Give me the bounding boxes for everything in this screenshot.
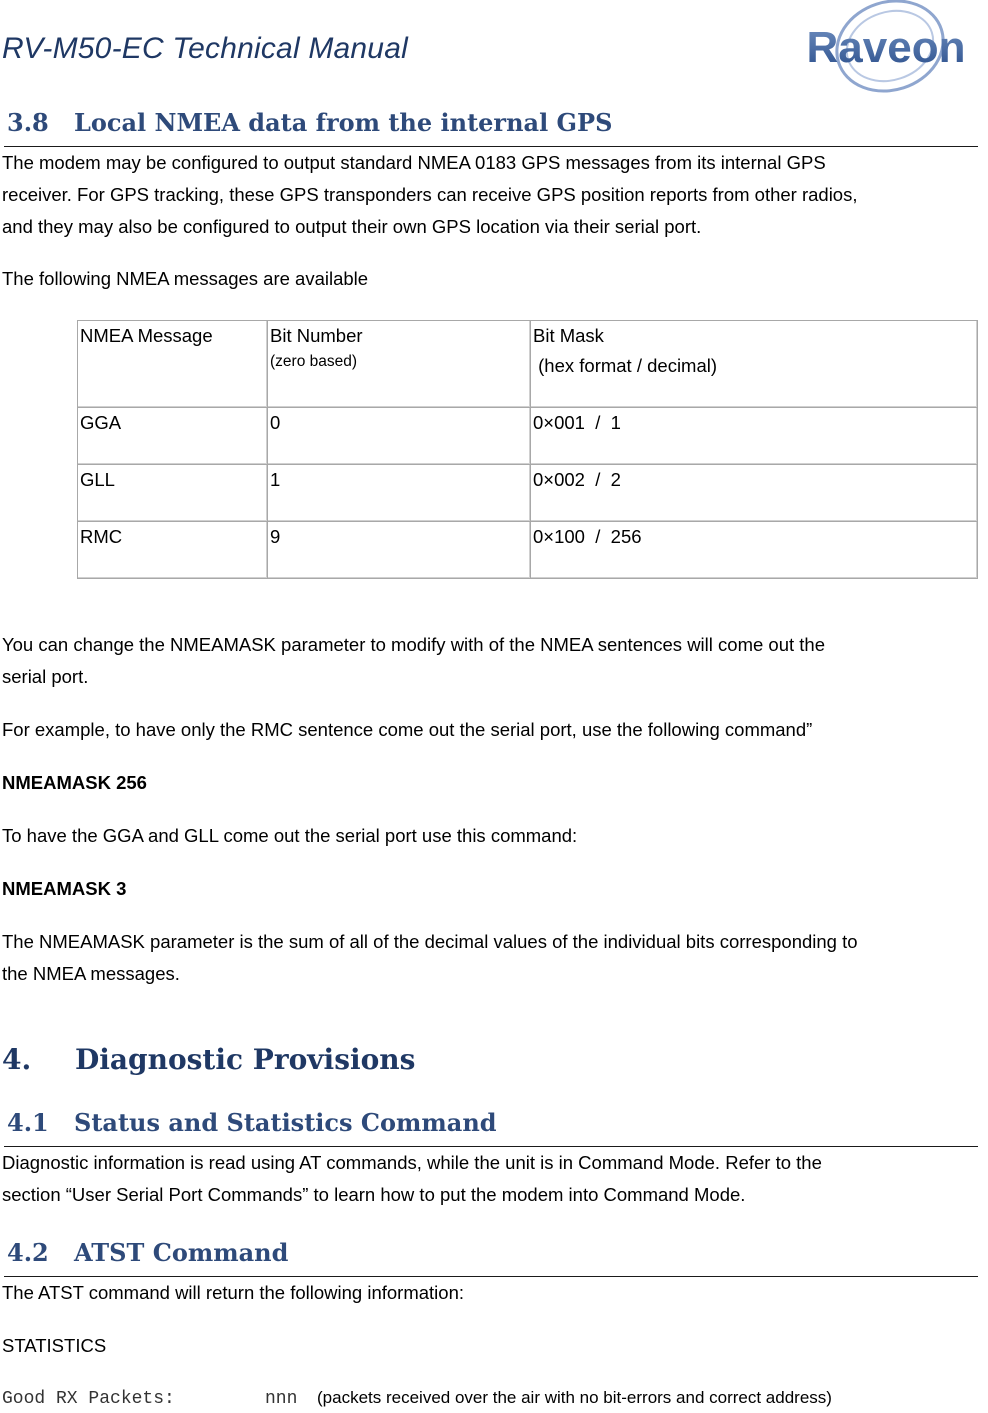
section-heading-4-1: 4.1 Status and Statistics Command [7, 1108, 497, 1137]
table-header-row [78, 321, 978, 408]
nmea-message-table [77, 320, 978, 579]
command-nmeamask-256: NMEAMASK 256 [2, 772, 147, 793]
section-title: Local NMEA data from the internal GPS [74, 108, 613, 137]
statistics-label: STATISTICS [2, 1335, 107, 1356]
chapter-heading-4: 4. Diagnostic Provisions [2, 1043, 416, 1076]
paragraph-gga-gll: To have the GGA and GLL come out the serial port use this command: [2, 825, 578, 846]
table-row: GGA 0 0×001 / 1 [78, 408, 978, 465]
header-bit-number: Bit Number (zero based) [268, 321, 531, 408]
section-heading-4-2: 4.2 ATST Command [7, 1238, 289, 1267]
raveon-logo [786, 0, 986, 95]
document-header-title: RV-M50-EC Technical Manual [2, 32, 408, 65]
svg-text:Raveon: Raveon [806, 23, 966, 72]
paragraph-example: For example, to have only the RMC sentence come out the serial port, use the following command” [2, 719, 813, 740]
paragraph-nmeamask-sum: The NMEAMASK parameter is the sum of all of the decimal values of the individual bits corresponding to the NMEA messages. [2, 931, 858, 984]
table-row: RMC 9 0×100 / 256 [78, 522, 978, 579]
paragraph-nmeamask-change: You can change the NMEAMASK parameter to modify with of the NMEA sentences will come out the serial port. [2, 634, 825, 687]
header-bit-mask: Bit Mask (hex format / decimal) [531, 321, 978, 408]
table-row: GLL 1 0×002 / 2 [78, 465, 978, 522]
command-nmeamask-3: NMEAMASK 3 [2, 878, 127, 899]
paragraph-available: The following NMEA messages are available [2, 268, 369, 289]
section-heading-3-8 [7, 108, 612, 137]
paragraph-intro: The modem may be configured to output standard NMEA 0183 GPS messages from its internal GPS receiver. For GPS tracking, these GPS transponders can receive GPS position reports from other radios, and they may also be configured to output their own GPS location via their serial port. [2, 152, 858, 237]
paragraph-diagnostic: Diagnostic information is read using AT commands, while the unit is in Command Mode. Refer to the section “User Serial Port Commands” to learn how to put the modem into Command Mode. [2, 1152, 822, 1205]
section-number: 3.8 [7, 108, 49, 137]
paragraph-atst: The ATST command will return the following information: [2, 1282, 465, 1303]
header-nmea-message: NMEA Message [78, 321, 268, 408]
stat-line-good-rx: Good RX Packets: nnn (packets received over the air with no bit-errors and correct address) [2, 1388, 832, 1409]
